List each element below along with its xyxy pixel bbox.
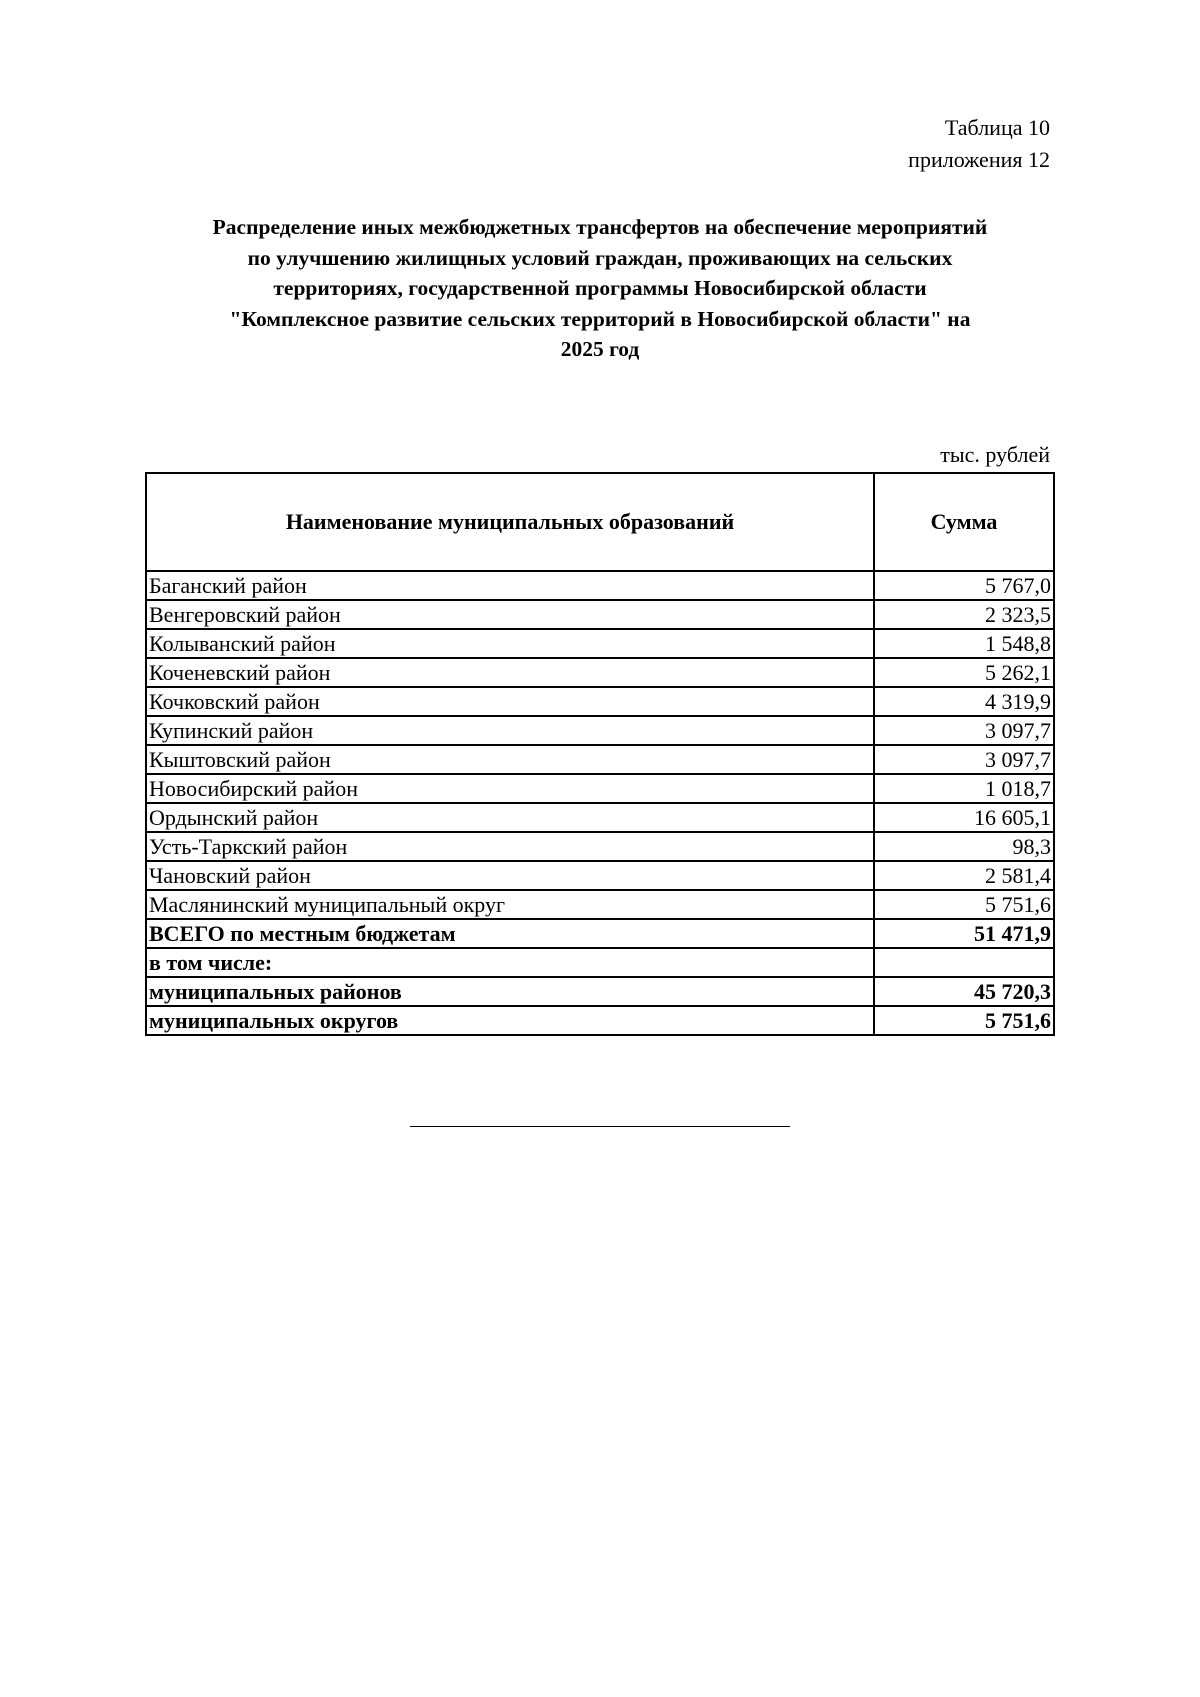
row-sum: 1 018,7 [874,774,1054,803]
table-row [146,861,1054,890]
title-line-2: по улучшению жилищных условий граждан, проживающих на сельских [247,245,953,270]
row-sum: 5 262,1 [874,658,1054,687]
districts-sum: 45 720,3 [874,977,1054,1006]
row-name: Усть-Таркский район [146,832,874,861]
row-sum: 2 323,5 [874,600,1054,629]
row-name: Новосибирский район [146,774,874,803]
row-name: Ордынский район [146,803,874,832]
table-row [146,629,1054,658]
document-title [140,212,1060,365]
title-line-1: Распределение иных межбюджетных трансфертов на обеспечение мероприятий [212,215,988,239]
row-sum: 16 605,1 [874,803,1054,832]
table-row [146,600,1054,629]
okrugs-sum: 5 751,6 [874,1006,1054,1035]
closing-rule [410,1126,790,1127]
including-label: в том числе: [146,948,874,977]
row-name: Чановский район [146,861,874,890]
table-number: Таблица 10 [944,115,1050,140]
table-row [146,774,1054,803]
table-row [146,658,1054,687]
table-header-row [146,473,1054,571]
row-sum: 5 751,6 [874,890,1054,919]
table-row [146,687,1054,716]
row-name: Кочковский район [146,687,874,716]
row-name: Купинский район [146,716,874,745]
table-row [146,571,1054,600]
table-reference [908,112,1050,176]
including-row [146,948,1054,977]
districts-label: муниципальных районов [146,977,874,1006]
table-row [146,832,1054,861]
row-sum: 4 319,9 [874,687,1054,716]
row-name: Колыванский район [146,629,874,658]
total-label: ВСЕГО по местным бюджетам [146,919,874,948]
appendix-number: приложения 12 [908,147,1050,172]
total-sum: 51 471,9 [874,919,1054,948]
row-sum: 3 097,7 [874,745,1054,774]
table-row [146,745,1054,774]
total-row [146,919,1054,948]
row-sum: 2 581,4 [874,861,1054,890]
row-sum: 3 097,7 [874,716,1054,745]
districts-row [146,977,1054,1006]
row-name: Маслянинский муниципальный округ [146,890,874,919]
column-header-sum: Сумма [874,473,1054,571]
distribution-table [145,472,1055,1036]
unit-label: тыс. рублей [940,442,1050,467]
title-line-4: "Комплексное развитие сельских территорий в Новосибирской области" на [229,306,971,331]
row-name: Баганский район [146,571,874,600]
table-row [146,716,1054,745]
okrugs-label: муниципальных округов [146,1006,874,1035]
okrugs-row [146,1006,1054,1035]
row-sum: 5 767,0 [874,571,1054,600]
including-sum [874,948,1054,977]
title-line-3: территориях, государственной программы Новосибирской области [273,276,927,300]
column-header-name: Наименование муниципальных образований [146,473,874,571]
title-line-5: 2025 год [560,337,640,361]
row-sum: 1 548,8 [874,629,1054,658]
row-name: Кыштовский район [146,745,874,774]
row-name: Коченевский район [146,658,874,687]
row-sum: 98,3 [874,832,1054,861]
row-name: Венгеровский район [146,600,874,629]
table-row [146,890,1054,919]
table-row [146,803,1054,832]
